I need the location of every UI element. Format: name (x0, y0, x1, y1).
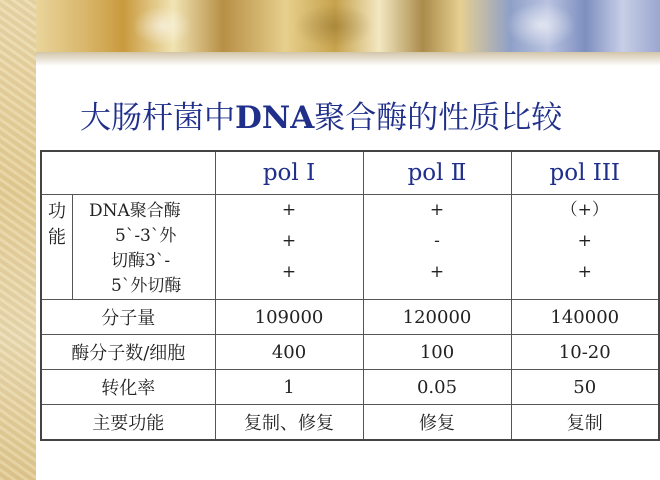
function-mark: （+） (560, 200, 609, 220)
header-corner (41, 151, 215, 195)
function-mark: + (281, 262, 297, 282)
comparison-table (40, 150, 660, 441)
left-texture-strip (0, 0, 36, 480)
header-pol1: pol Ⅰ (215, 151, 363, 195)
top-decorative-banner (36, 0, 660, 52)
function-mark: - (434, 231, 440, 251)
table-cell: 50 (511, 370, 659, 405)
banner-flower (506, 2, 576, 48)
function-side-char: 能 (48, 227, 66, 248)
header-pol3: pol III (511, 151, 659, 195)
function-side-char: 功 (48, 201, 66, 222)
table-cell: 修复 (363, 405, 511, 441)
function-marks-pol1 (215, 195, 363, 300)
function-item: 5`-3`外 (115, 226, 177, 246)
title-suffix: 聚合酶的性质比较 (314, 100, 563, 136)
function-item: 5`外切酶 (111, 276, 182, 296)
function-row (41, 195, 659, 300)
row-label: 分子量 (41, 300, 215, 335)
banner-shadow (36, 52, 660, 66)
table-row (41, 300, 659, 335)
function-mark: + (281, 200, 297, 220)
table-row (41, 370, 659, 405)
function-marks-pol3 (511, 195, 659, 300)
title-prefix: 大肠杆菌中 (80, 100, 235, 136)
row-label: 转化率 (41, 370, 215, 405)
function-item: 切酶3`- (111, 251, 171, 271)
function-items (73, 195, 215, 299)
header-row (41, 151, 659, 195)
function-mark: + (577, 262, 592, 282)
row-label: 主要功能 (41, 405, 215, 441)
function-mark: + (429, 200, 445, 220)
table-cell: 400 (215, 335, 363, 370)
function-marks-pol2 (363, 195, 511, 300)
table-cell: 100 (363, 335, 511, 370)
table-cell: 109000 (215, 300, 363, 335)
title-strong: DNA (235, 100, 315, 136)
function-mark: + (577, 231, 592, 251)
table-cell: 120000 (363, 300, 511, 335)
table-cell: 0.05 (363, 370, 511, 405)
table-cell: 1 (215, 370, 363, 405)
function-label-cell (41, 195, 215, 300)
function-item: DNA聚合酶 (89, 201, 181, 221)
table-cell: 10-20 (511, 335, 659, 370)
table-row (41, 405, 659, 441)
function-mark: + (281, 231, 297, 251)
page-title (80, 96, 620, 140)
function-mark: + (429, 262, 445, 282)
table-cell: 140000 (511, 300, 659, 335)
table-cell: 复制、修复 (215, 405, 363, 441)
header-pol2: pol Ⅱ (363, 151, 511, 195)
banner-leaf (294, 4, 374, 48)
table-cell: 复制 (511, 405, 659, 441)
function-side-label (42, 195, 73, 299)
row-label: 酶分子数/细胞 (41, 335, 215, 370)
table-row (41, 335, 659, 370)
banner-leaf (132, 6, 192, 46)
